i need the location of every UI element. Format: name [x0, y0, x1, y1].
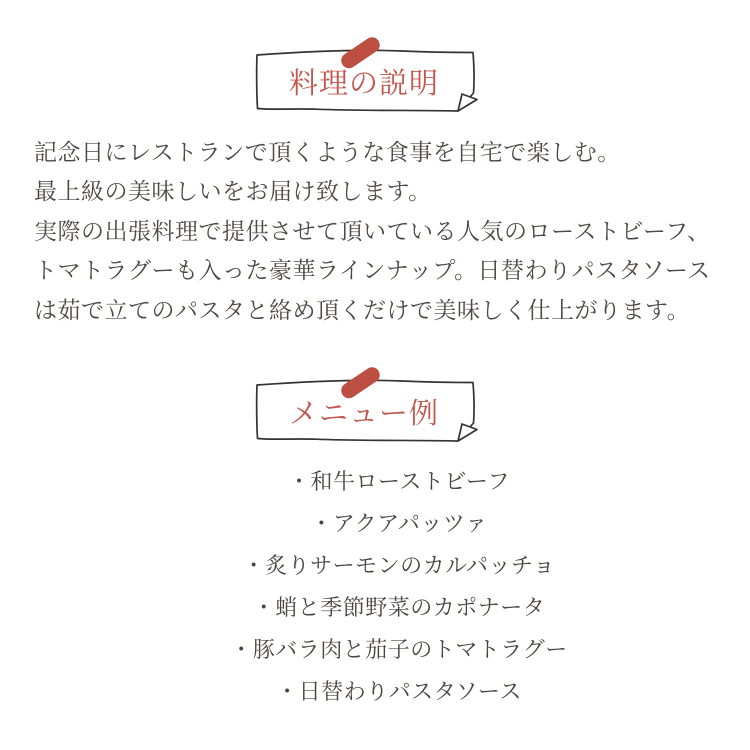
banner-paper-graphic	[244, 32, 482, 118]
menu-item: ・蛸と季節野菜のカポナータ	[252, 595, 546, 620]
description-line: 記念日にレストランで頂くような食事を自宅で楽しむ。	[34, 139, 621, 165]
description-heading-banner	[244, 32, 482, 118]
description-text	[34, 133, 734, 330]
description-heading: 料理の説明	[288, 68, 440, 100]
menu-item: ・日替わりパスタソース	[276, 679, 522, 704]
menu-item: ・炙りサーモンのカルパッチョ	[242, 553, 556, 578]
banner-paper-graphic	[244, 362, 482, 448]
menu-list	[48, 461, 750, 713]
folded-corner-icon	[458, 94, 477, 111]
menu-item: ・豚バラ肉と茄子のトマトラグー	[230, 637, 568, 662]
menu-heading-banner	[244, 362, 482, 448]
folded-corner-icon	[458, 424, 477, 441]
menu-item: ・和牛ローストビーフ	[288, 469, 510, 494]
description-line: 最上級の美味しいをお届け致します。	[34, 178, 432, 205]
description-line: 実際の出張料理で提供させて頂いている人気のローストビーフ、	[34, 217, 711, 244]
menu-heading: メニュー例	[288, 398, 440, 430]
menu-item: ・アクアパッツァ	[310, 511, 488, 536]
description-line: は茹で立てのパスタと絡め頂くだけで美味しく仕上がります。	[34, 296, 691, 323]
description-line: トマトラグーも入った豪華ラインナップ。日替わりパスタソース	[34, 257, 711, 284]
